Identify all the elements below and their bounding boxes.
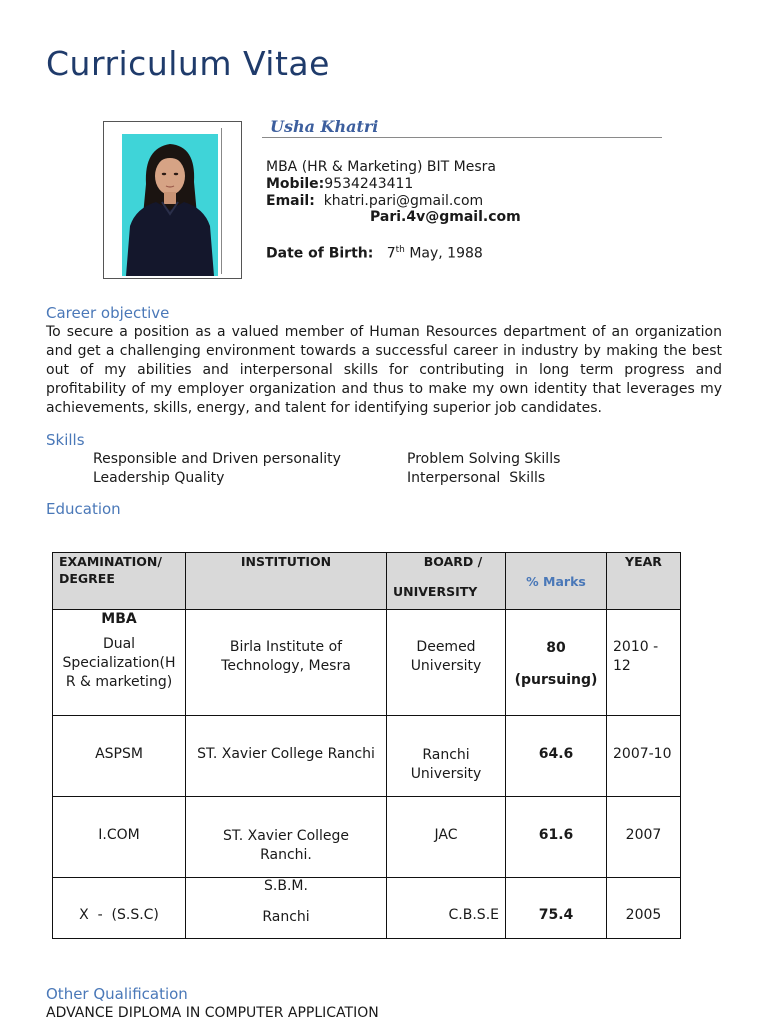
cell-degree: X - (S.S.C)	[53, 878, 186, 939]
cell-year: 2005	[607, 878, 681, 939]
cell-marks: 64.6	[506, 716, 607, 797]
header-marks-label: % Marks	[526, 573, 586, 589]
header-marks	[506, 553, 607, 610]
cell-degree: I.COM	[53, 797, 186, 878]
candidate-name: Usha Khatri	[270, 117, 379, 136]
name-divider	[262, 137, 662, 138]
career-objective-heading: Career objective	[46, 304, 170, 322]
institution-line: Technology, Mesra	[221, 658, 351, 674]
cell-degree: ASPSM	[53, 716, 186, 797]
email-line	[266, 193, 483, 210]
table-row	[53, 610, 681, 716]
marks-line: 80	[546, 640, 566, 656]
cell-board: C.B.S.E	[387, 878, 506, 939]
career-objective-text: To secure a position as a valued member of Human Resources department of an organization and get a challenging environment towards a successful career in industry by making the best out of my abilities and interpersonal skills for contributing in long term progress and profitability of my employer organization and thus to make my own identity that leverages my achievements, skills, energy, and talent for identifying superior job candidates.	[46, 324, 722, 416]
cell-institution	[186, 878, 387, 939]
dob-label: Date of Birth:	[266, 245, 374, 262]
dob-day: 7	[386, 245, 396, 262]
mobile-label: Mobile:	[266, 176, 325, 192]
degree-title: MBA	[101, 611, 137, 627]
header-board	[387, 553, 506, 610]
skill-item: Problem Solving Skills	[407, 451, 561, 467]
table-row	[53, 716, 681, 797]
year-line: 2010 -	[613, 639, 659, 655]
dob-line	[266, 242, 483, 263]
cell-year: 2007-10	[607, 716, 681, 797]
header-exam-line2: DEGREE	[59, 571, 115, 586]
cell-institution	[186, 797, 387, 878]
other-qualification-text: ADVANCE DIPLOMA IN COMPUTER APPLICATION	[46, 1005, 379, 1021]
cell-board	[387, 610, 506, 716]
table-header-row	[53, 553, 681, 610]
cell-marks: 75.4	[506, 878, 607, 939]
institution-line: Birla Institute of	[229, 639, 343, 655]
table-row	[53, 878, 681, 939]
degree-line: R & marketing)	[65, 674, 173, 690]
skill-item: Leadership Quality	[93, 470, 225, 486]
institution-line: Ranchi	[262, 909, 310, 925]
cell-marks: 61.6	[506, 797, 607, 878]
cell-board: JAC	[387, 797, 506, 878]
table-row	[53, 797, 681, 878]
header-year: YEAR	[607, 553, 681, 610]
cell-degree	[53, 610, 186, 716]
header-board-line2: UNIVERSITY	[393, 584, 478, 599]
cell-year	[607, 610, 681, 716]
education-heading: Education	[46, 500, 121, 518]
mobile-line	[266, 176, 413, 193]
header-board-line1: BOARD /	[423, 554, 483, 569]
education-table	[52, 552, 681, 939]
qualification-line: MBA (HR & Marketing) BIT Mesra	[266, 159, 496, 175]
board-line: Ranchi	[422, 747, 470, 763]
photo-border-line	[221, 128, 222, 274]
cell-institution	[186, 610, 387, 716]
skill-item: Responsible and Driven personality	[93, 451, 341, 467]
board-line: Deemed	[416, 639, 476, 655]
board-line: University	[410, 658, 482, 674]
email-label: Email:	[266, 193, 315, 209]
header-institution: INSTITUTION	[186, 553, 387, 610]
cell-marks	[506, 610, 607, 716]
marks-line: (pursuing)	[514, 672, 598, 688]
board-line: University	[410, 766, 482, 782]
dob-suffix: th	[395, 245, 405, 255]
email-value-secondary: Pari.4v@gmail.com	[370, 209, 521, 225]
header-examination	[53, 553, 186, 610]
dob-rest: May, 1988	[404, 245, 483, 262]
cell-institution: ST. Xavier College Ranchi	[186, 716, 387, 797]
year-line: 12	[613, 658, 631, 674]
other-qualification-heading: Other Qualification	[46, 985, 188, 1003]
institution-line: ST. Xavier College	[222, 828, 350, 844]
degree-line: Specialization(H	[62, 655, 176, 671]
cell-year: 2007	[607, 797, 681, 878]
page-title: Curriculum Vitae	[46, 44, 330, 83]
degree-line: Dual	[102, 636, 136, 652]
skill-item: Interpersonal Skills	[407, 470, 546, 486]
email-value: khatri.pari@gmail.com	[323, 193, 484, 209]
profile-photo	[122, 134, 218, 276]
institution-line: S.B.M.	[264, 878, 308, 894]
cell-board	[387, 716, 506, 797]
institution-line: Ranchi.	[260, 847, 312, 863]
mobile-value: 9534243411	[324, 176, 414, 192]
skills-heading: Skills	[46, 431, 85, 449]
profile-photo-frame	[103, 121, 242, 279]
header-exam-line1: EXAMINATION/	[59, 554, 162, 569]
